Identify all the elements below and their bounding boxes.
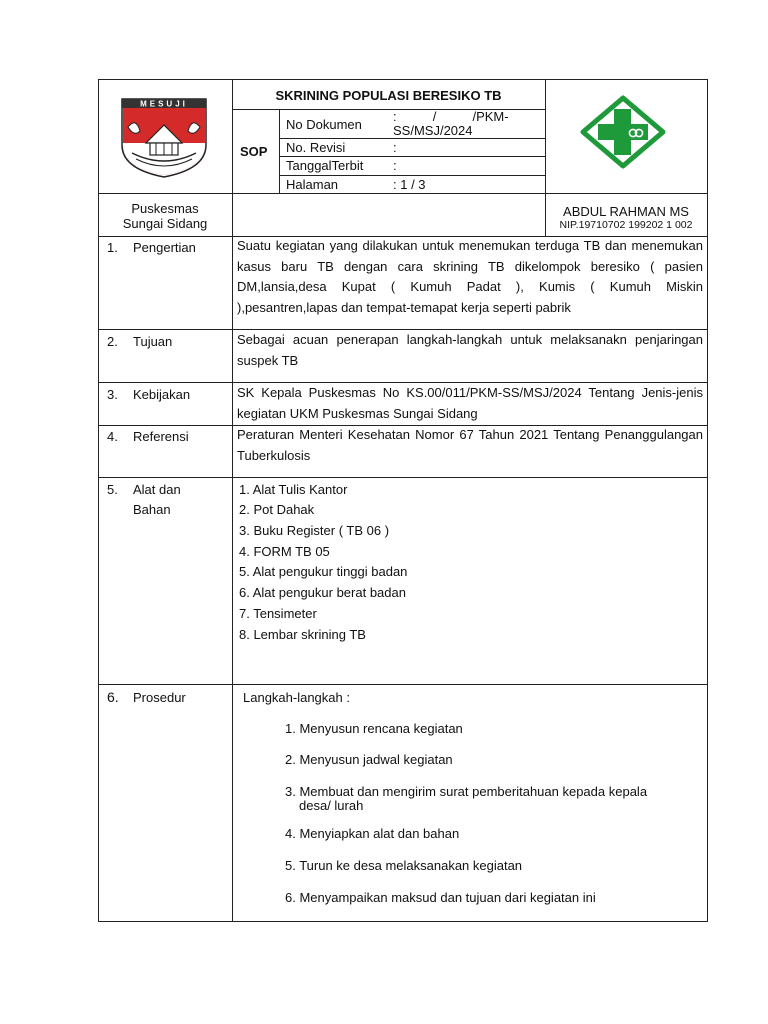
section-4-number: 4. [107,429,118,444]
border-right [707,79,708,922]
section-6-label: Prosedur [133,690,186,705]
institution-line-1: Puskesmas [131,201,199,216]
section-1-number: 1. [107,240,118,255]
prosedur-step: 2. Menyusun jadwal kegiatan [285,752,453,767]
logo-mesuji-text: MESUJI [140,99,188,109]
sop-label: SOP [240,144,268,159]
page-label: Halaman [286,177,339,192]
section-2-label: Tujuan [133,334,173,349]
sop-divider [279,109,280,193]
alat-item: 7. Tensimeter [239,606,317,621]
issue-date-value: : [393,158,397,173]
section-1-label: Pengertian [133,240,196,255]
section-3-label: Kebijakan [133,387,191,402]
issue-date-label: TanggalTerbit [286,158,364,173]
border-top [98,79,708,80]
alat-item: 1. Alat Tulis Kantor [239,482,348,497]
section-3-number: 3. [107,387,118,402]
signer-name: ABDUL RAHMAN MS [563,204,689,219]
alat-item: 2. Pot Dahak [239,502,315,517]
alat-item: 4. FORM TB 05 [239,544,330,559]
alat-item: 6. Alat pengukur berat badan [239,585,406,600]
row-line-5 [98,477,708,478]
section-4-label: Referensi [133,429,189,444]
section-2-number: 2. [107,334,118,349]
section-5-label-line-1: Alat dan [133,482,181,497]
section-2-text: Sebagai acuan penerapan langkah-langkah untuk melaksanakn penjaringan suspek TB [237,332,703,368]
puskesmas-logo [580,95,666,169]
section-1-text: Suatu kegiatan yang dilakukan untuk menemukan terduga TB dan menemukan kasus baru TB dengan cara skrining TB dikelompok beresiko ( pasien DM,lansia,desa Kupat ( Kumuh Padat ), Kumis ( Kumuh Miskin ),pesantren,lapas dan tempat-temapat kerja seperti pabrik [237,238,703,315]
info-line-3 [279,175,545,176]
prosedur-step-continuation: desa/ lurah [299,798,364,813]
section-6-number: 6. [107,689,119,705]
institution-line-2: Sungai Sidang [122,216,208,231]
prosedur-intro: Langkah-langkah : [243,690,350,705]
info-line-2 [279,156,545,157]
doc-number-value-cont: SS/MSJ/2024 [393,123,473,138]
prosedur-step: 6. Menyampaikan maksud dan tujuan dari kegiatan ini [285,890,596,905]
header-divider-left [232,79,233,922]
row-line-6 [98,684,708,685]
info-line-1 [279,138,545,139]
section-3-text: SK Kepala Puskesmas No KS.00/011/PKM-SS/MSJ/2024 Tentang Jenis-jenis kegiatan UKM Puskesmas Sungai Sidang [237,385,703,421]
mesuji-logo [118,97,210,179]
prosedur-step: 4. Menyiapkan alat dan bahan [285,826,460,841]
alat-item: 3. Buku Register ( TB 06 ) [239,523,390,538]
doc-number-label: No Dokumen [286,117,362,132]
revision-label: No. Revisi [286,140,346,155]
revision-value: : [393,140,397,155]
page-value: : 1 / 3 [393,177,426,192]
alat-item: 5. Alat pengukur tinggi badan [239,564,408,579]
prosedur-step: 3. Membuat dan mengirim surat pemberitahuan kepada kepala [285,784,648,799]
doc-number-value: : / /PKM- [393,109,509,124]
section-5-number: 5. [107,482,118,497]
border-bottom [98,921,708,922]
document-title: SKRINING POPULASI BERESIKO TB [275,88,502,103]
prosedur-step: 5. Turun ke desa melaksanakan kegiatan [285,858,523,873]
section-4-text: Peraturan Menteri Kesehatan Nomor 67 Tahun 2021 Tentang Penanggulangan Tuberkulosis [237,427,703,463]
section-5-label-line-2: Bahan [133,502,171,517]
signer-nip: NIP.19710702 199202 1 002 [559,219,693,231]
header-bottom-line [98,193,708,194]
prosedur-step: 1. Menyusun rencana kegiatan [285,721,463,736]
alat-item: 8. Lembar skrining TB [239,627,366,642]
